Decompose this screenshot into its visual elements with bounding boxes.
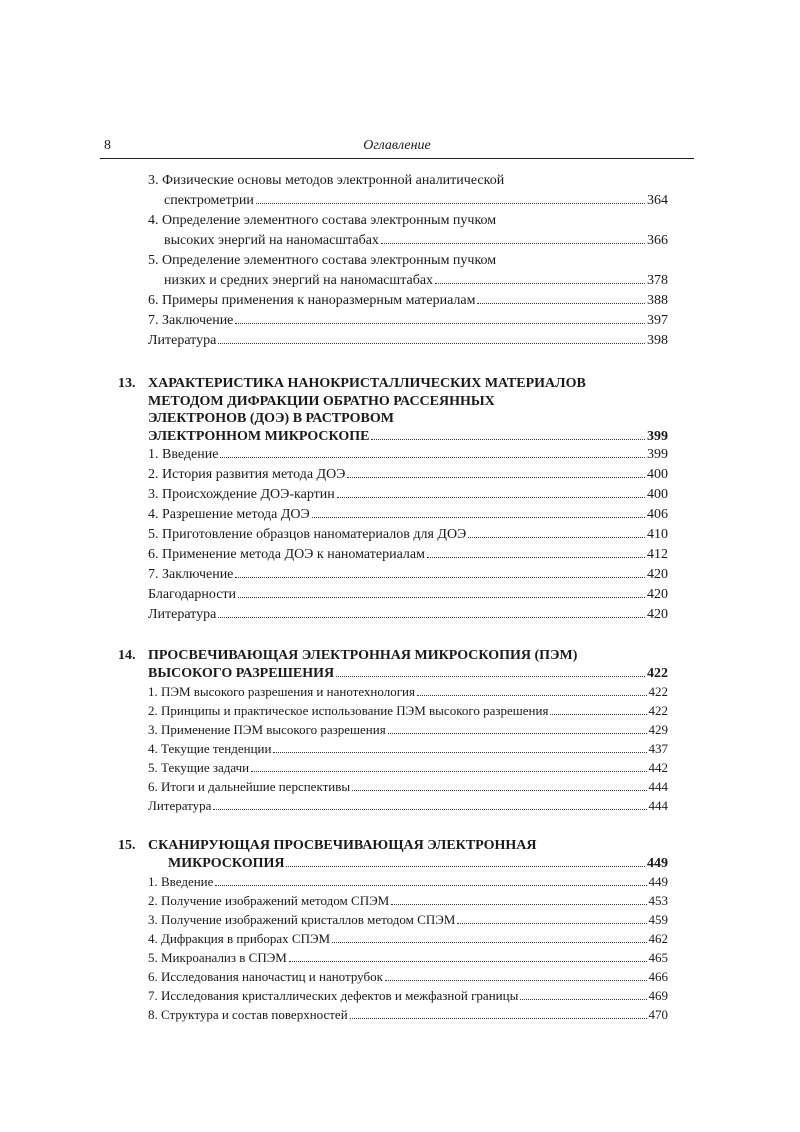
leader-dots	[218, 343, 645, 344]
toc-entry-text: 5. Текущие задачи	[148, 760, 250, 775]
leader-dots	[218, 617, 645, 618]
toc-entry-text: 2. Принципы и практическое использование ПЭМ высокого разрешения	[148, 703, 549, 718]
leader-dots	[457, 923, 646, 924]
leader-dots	[238, 597, 645, 598]
toc-page-number: 388	[647, 293, 668, 308]
toc-page-number: 398	[647, 333, 668, 348]
toc-entry-text: Благодарности	[148, 587, 237, 602]
leader-dots	[468, 537, 645, 538]
toc-page-number: 366	[647, 233, 668, 248]
toc-entry-text: Литература	[148, 607, 217, 622]
table-of-contents	[118, 171, 668, 1024]
toc-page-number: 400	[647, 487, 668, 502]
toc-entry-text: 6. Исследования наночастиц и нанотрубок	[148, 969, 383, 984]
toc-entry[interactable]	[148, 585, 668, 605]
toc-page-number: 399	[647, 447, 668, 462]
leader-dots	[337, 497, 645, 498]
toc-entry[interactable]	[148, 872, 668, 891]
toc-page-number: 400	[647, 467, 668, 482]
toc-page-number: 449	[648, 874, 668, 889]
chapter-title-line: ХАРАКТЕРИСТИКА НАНОКРИСТАЛЛИЧЕСКИХ МАТЕРИАЛОВ	[148, 376, 586, 391]
toc-entry[interactable]	[148, 777, 668, 796]
toc-entry[interactable]	[148, 545, 668, 565]
toc-entry[interactable]	[148, 291, 668, 311]
toc-entry[interactable]	[148, 605, 668, 625]
chapter-title-line: МИКРОСКОПИЯ	[168, 855, 285, 871]
leader-dots	[273, 752, 646, 753]
toc-entry[interactable]	[148, 796, 668, 815]
chapter-title-line: МЕТОДОМ ДИФРАКЦИИ ОБРАТНО РАССЕЯННЫХ	[148, 393, 495, 409]
leader-dots	[417, 695, 647, 696]
toc-entry[interactable]	[148, 445, 668, 465]
leader-dots	[289, 961, 647, 962]
toc-entry-text: 7. Исследования кристаллических дефектов и межфазной границы	[148, 988, 519, 1003]
chapter-heading[interactable]	[118, 837, 668, 872]
toc-entry-text: 7. Заключение	[148, 313, 234, 328]
leader-dots	[286, 866, 645, 867]
toc-page-number: 364	[647, 193, 668, 208]
leader-dots	[213, 809, 646, 810]
leader-dots	[477, 303, 645, 304]
toc-entry[interactable]	[148, 331, 668, 351]
toc-page-number: 444	[648, 798, 668, 813]
leader-dots	[336, 676, 645, 677]
toc-entry-text: 5. Определение элементного состава электронным пучком	[148, 253, 497, 268]
toc-entry[interactable]	[148, 967, 668, 986]
leader-dots	[256, 203, 645, 204]
toc-entry-text: 4. Определение элементного состава электронным пучком	[148, 213, 497, 228]
toc-entry[interactable]	[148, 465, 668, 485]
toc-entry-text: высоких энергий на наномасштабах	[164, 233, 379, 248]
toc-entry-text: 5. Приготовление образцов наноматериалов для ДОЭ	[148, 527, 467, 542]
toc-entry-text: 3. Происхождение ДОЭ-картин	[148, 487, 335, 502]
chapter-15-entries	[148, 872, 668, 1024]
toc-page-number: 399	[647, 428, 668, 444]
toc-page-number: 397	[647, 313, 668, 328]
toc-entry-text: 7. Заключение	[148, 567, 234, 582]
toc-entry-text: Литература	[148, 333, 217, 348]
toc-entry-text: 2. Получение изображений методом СПЭМ	[148, 893, 390, 908]
toc-entry-text: 4. Текущие тенденции	[148, 741, 272, 756]
leader-dots	[391, 904, 646, 905]
toc-entry[interactable]	[148, 485, 668, 505]
toc-page-number: 470	[648, 1007, 668, 1022]
toc-entry[interactable]	[148, 720, 668, 739]
toc-entry[interactable]	[148, 251, 668, 291]
leader-dots	[215, 885, 646, 886]
toc-entry[interactable]	[148, 505, 668, 525]
toc-page-number: 453	[648, 893, 668, 908]
chapter-number: 13.	[118, 376, 136, 391]
chapter-number: 14.	[118, 648, 136, 663]
leader-dots	[435, 283, 645, 284]
toc-entry[interactable]	[148, 739, 668, 758]
section-gap	[148, 815, 668, 837]
toc-entry[interactable]	[148, 682, 668, 701]
toc-entry-text: 3. Получение изображений кристаллов методом СПЭМ	[148, 912, 456, 927]
toc-entry[interactable]	[148, 701, 668, 720]
chapter-title-line: ПРОСВЕЧИВАЮЩАЯ ЭЛЕКТРОННАЯ МИКРОСКОПИЯ (ПЭМ)	[148, 648, 578, 663]
toc-entry[interactable]	[148, 565, 668, 585]
toc-entry-text: 6. Итоги и дальнейшие перспективы	[148, 779, 351, 794]
chapter-title-line: ЭЛЕКТРОННОМ МИКРОСКОПЕ	[148, 428, 370, 444]
toc-entry-text: 1. ПЭМ высокого разрешения и нанотехнология	[148, 684, 415, 699]
toc-page-number: 465	[648, 950, 668, 965]
toc-page-number: 422	[647, 665, 668, 681]
leader-dots	[385, 980, 647, 981]
toc-entry[interactable]	[148, 910, 668, 929]
toc-page-number: 420	[647, 607, 668, 622]
toc-page-number: 422	[648, 703, 668, 718]
running-header	[100, 138, 694, 158]
leader-dots	[427, 557, 645, 558]
toc-entry[interactable]	[148, 525, 668, 545]
chapter-heading[interactable]	[118, 647, 668, 682]
leader-dots	[381, 243, 645, 244]
leader-dots	[347, 477, 645, 478]
toc-entry-text: спектрометрии	[164, 193, 254, 208]
toc-entry-text: 3. Применение ПЭМ высокого разрешения	[148, 722, 386, 737]
chapter-14-entries	[148, 682, 668, 815]
toc-entry-text: 2. История развития метода ДОЭ	[148, 467, 346, 482]
toc-page-number: 412	[647, 547, 668, 562]
toc-page-number: 410	[647, 527, 668, 542]
toc-entry[interactable]	[148, 211, 668, 251]
toc-page-number: 420	[647, 567, 668, 582]
toc-page-number: 378	[647, 273, 668, 288]
chapter-title-line: ВЫСОКОГО РАЗРЕШЕНИЯ	[148, 665, 335, 681]
leader-dots	[312, 517, 645, 518]
leader-dots	[388, 733, 647, 734]
header-divider	[100, 158, 694, 159]
toc-page-number: 406	[647, 507, 668, 522]
toc-entry-text: 1. Введение	[148, 874, 214, 889]
toc-page-number: 462	[648, 931, 668, 946]
toc-page-number: 420	[647, 587, 668, 602]
toc-entry[interactable]	[148, 929, 668, 948]
toc-page-number: 429	[648, 722, 668, 737]
toc-page-number: 422	[648, 684, 668, 699]
chapter-13-entries	[148, 445, 668, 625]
chapter-number: 15.	[118, 838, 136, 853]
leader-dots	[235, 577, 645, 578]
toc-entry-text: Литература	[148, 798, 212, 813]
toc-page-number: 459	[648, 912, 668, 927]
chapter-title-line: СКАНИРУЮЩАЯ ПРОСВЕЧИВАЮЩАЯ ЭЛЕКТРОННАЯ	[148, 838, 537, 853]
leader-dots	[520, 999, 646, 1000]
leader-dots	[371, 439, 645, 440]
page-number: 8	[104, 138, 111, 153]
toc-entry[interactable]	[148, 891, 668, 910]
leader-dots	[251, 771, 646, 772]
toc-entry-text: 3. Физические основы методов электронной аналитической	[148, 173, 505, 188]
toc-page-number: 444	[648, 779, 668, 794]
toc-page-number: 449	[647, 855, 668, 871]
leader-dots	[550, 714, 646, 715]
toc-entry[interactable]	[148, 758, 668, 777]
toc-page-number: 437	[648, 741, 668, 756]
leader-dots	[332, 942, 646, 943]
toc-entry-text: 4. Дифракция в приборах СПЭМ	[148, 931, 331, 946]
toc-entry-text: 6. Примеры применения к наноразмерным материалам	[148, 293, 476, 308]
leader-dots	[352, 790, 646, 791]
toc-page-number: 442	[648, 760, 668, 775]
chapter-title-line: ЭЛЕКТРОНОВ (ДОЭ) В РАСТРОВОМ	[148, 411, 394, 426]
toc-entry-text: 1. Введение	[148, 447, 219, 462]
toc-entry-text: 6. Применение метода ДОЭ к наноматериалам	[148, 547, 425, 562]
toc-entry-text: 8. Структура и состав поверхностей	[148, 1007, 348, 1022]
chapter-heading[interactable]	[118, 375, 668, 445]
leader-dots	[235, 323, 645, 324]
toc-entry[interactable]	[148, 948, 668, 967]
toc-entry[interactable]	[148, 311, 668, 331]
toc-entry-text: низких и средних энергий на наномасштабах	[164, 273, 434, 288]
toc-page-number: 466	[648, 969, 668, 984]
toc-entry[interactable]	[148, 171, 668, 211]
running-title: Оглавление	[363, 138, 431, 153]
leader-dots	[220, 457, 645, 458]
leader-dots	[350, 1018, 647, 1019]
toc-entry-text: 5. Микроанализ в СПЭМ	[148, 950, 287, 965]
toc-page-number: 469	[648, 988, 668, 1003]
toc-entry-text: 4. Разрешение метода ДОЭ	[148, 507, 310, 522]
section-gap	[148, 351, 668, 375]
section-gap	[148, 625, 668, 647]
toc-entry[interactable]	[148, 1005, 668, 1024]
toc-entry[interactable]	[148, 986, 668, 1005]
